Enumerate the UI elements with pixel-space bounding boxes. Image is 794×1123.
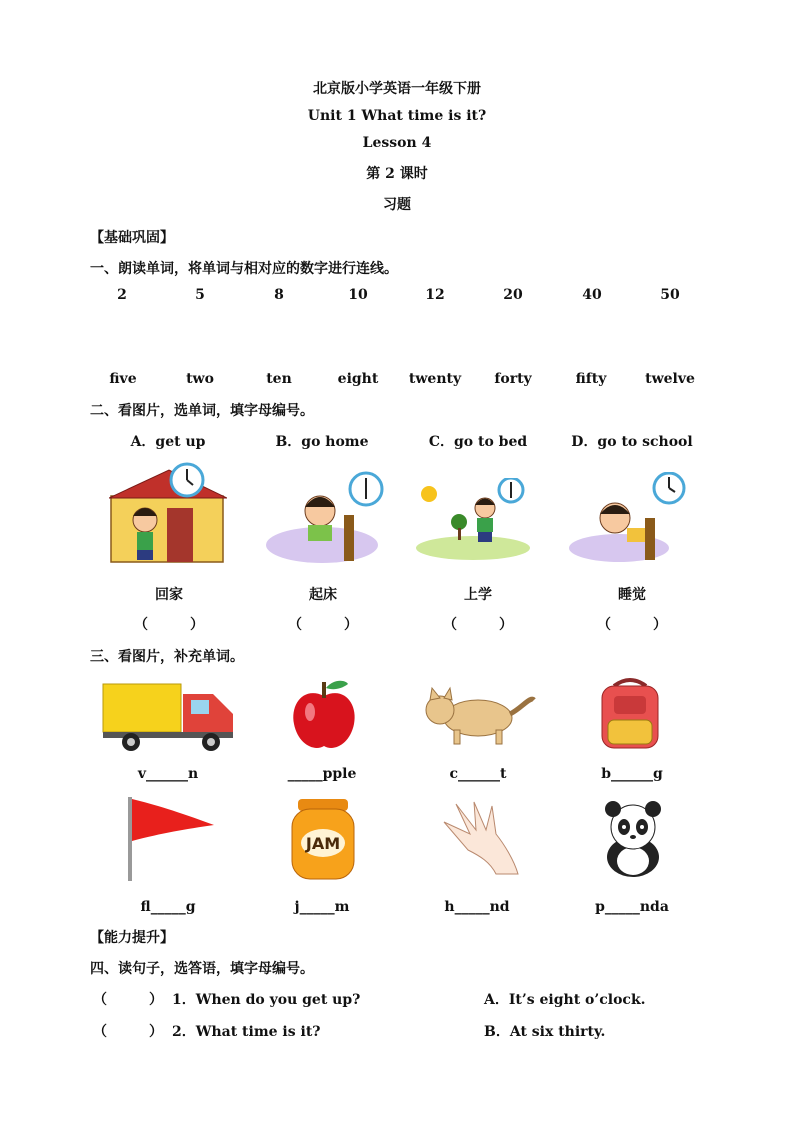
cat-picture — [422, 684, 536, 746]
word-item: two — [186, 371, 214, 387]
period-title: 第 2 课时 — [366, 166, 428, 182]
go-home-picture — [109, 460, 227, 564]
type-title: 习题 — [383, 197, 411, 213]
q1-words-row — [88, 371, 728, 391]
word-item: eight — [337, 371, 379, 387]
number-item: 10 — [348, 287, 368, 303]
chinese-label: 睡觉 — [618, 587, 646, 603]
q3-instruction: 三、看图片，补充单词。 — [90, 649, 244, 665]
q4-bracket-1[interactable]: （ ） — [93, 992, 163, 1008]
answer-bracket[interactable]: （ ） — [597, 617, 667, 633]
q2-chinese-row — [0, 584, 794, 604]
flag-picture — [126, 795, 218, 883]
word-item: twelve — [645, 371, 695, 387]
fill-word[interactable]: fl_____g — [140, 899, 196, 915]
hand-picture — [440, 800, 520, 876]
chinese-label: 上学 — [464, 587, 492, 603]
number-item: 5 — [195, 287, 205, 303]
fill-word[interactable]: p_____nda — [595, 899, 669, 915]
q2-instruction: 二、看图片，选单词，填字母编号。 — [90, 403, 314, 419]
fill-word[interactable]: h_____nd — [444, 899, 510, 915]
word-item: forty — [494, 371, 532, 387]
unit-title: Unit 1 What time is it? — [307, 108, 487, 124]
go-to-bed-picture — [569, 472, 687, 564]
number-item: 50 — [660, 287, 680, 303]
q1-instruction: 一、朗读单词，将单词与相对应的数字进行连线。 — [90, 261, 398, 277]
chinese-label: 回家 — [155, 587, 183, 603]
fill-word[interactable]: _____pple — [287, 766, 357, 782]
jam-picture — [288, 797, 358, 881]
apple-picture — [290, 678, 358, 752]
lesson-title: Lesson 4 — [362, 135, 432, 151]
word-item: fifty — [575, 371, 607, 387]
option-d: D．go to school — [571, 434, 693, 450]
number-item: 8 — [274, 287, 284, 303]
q4-answer-a: A．It’s eight o’clock. — [484, 992, 646, 1008]
section-basic: 【基础巩固】 — [90, 230, 174, 246]
number-item: 40 — [582, 287, 602, 303]
answer-bracket[interactable]: （ ） — [134, 617, 204, 633]
number-item: 2 — [117, 287, 127, 303]
get-up-picture — [262, 465, 384, 565]
option-a: A．get up — [130, 434, 206, 450]
q1-numbers-row — [88, 287, 728, 307]
q3-row2-labels — [0, 899, 794, 919]
go-to-school-picture — [415, 478, 530, 564]
number-item: 12 — [425, 287, 445, 303]
q4-bracket-2[interactable]: （ ） — [93, 1024, 163, 1040]
q2-options-row — [0, 431, 794, 451]
option-c: C．go to bed — [428, 434, 528, 450]
section-ability: 【能力提升】 — [90, 930, 174, 946]
fill-word[interactable]: c______t — [449, 766, 507, 782]
q4-instruction: 四、读句子，选答语，填字母编号。 — [90, 961, 314, 977]
fill-word[interactable]: b______g — [601, 766, 663, 782]
number-item: 20 — [503, 287, 523, 303]
q4-question-1: 1．When do you get up? — [172, 992, 361, 1008]
answer-bracket[interactable]: （ ） — [443, 617, 513, 633]
word-item: ten — [266, 371, 292, 387]
option-b: B．go home — [275, 434, 369, 450]
q3-row1-labels — [0, 766, 794, 786]
q2-answer-row — [0, 614, 794, 634]
van-picture — [101, 680, 236, 752]
q4-answer-b: B．At six thirty. — [484, 1024, 606, 1040]
doc-title: 北京版小学英语一年级下册 — [313, 81, 481, 97]
fill-word[interactable]: v______n — [137, 766, 199, 782]
word-item: twenty — [408, 371, 462, 387]
q4-question-2: 2．What time is it? — [172, 1024, 321, 1040]
fill-word[interactable]: j_____m — [294, 899, 350, 915]
word-item: five — [109, 371, 137, 387]
chinese-label: 起床 — [309, 587, 337, 603]
panda-picture — [598, 801, 668, 879]
jam-label: JAM — [305, 834, 341, 853]
answer-bracket[interactable]: （ ） — [288, 617, 358, 633]
bag-picture — [594, 676, 666, 754]
